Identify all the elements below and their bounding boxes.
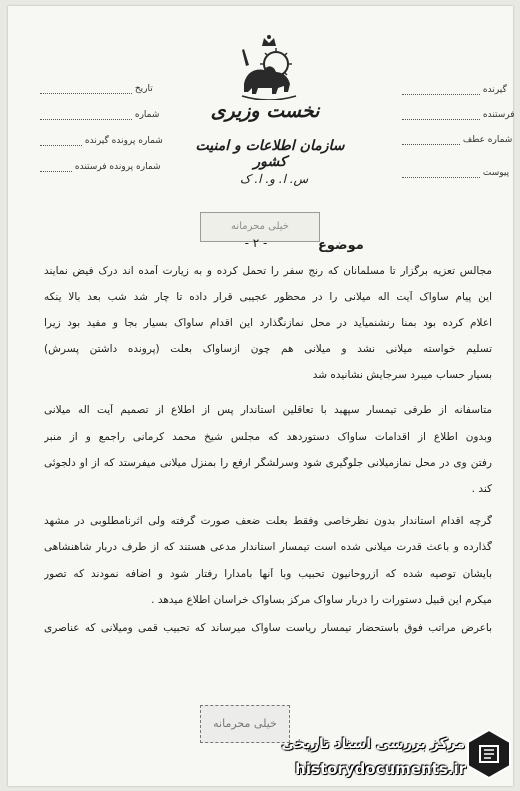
field-date: تاریخ xyxy=(40,84,153,94)
archive-logo-icon xyxy=(466,728,512,780)
body-line: تسلیم خواسته میلانی نشد و میلانی هم چون ازساواک بعلت (پرونده داشتن پسرش) xyxy=(44,343,492,355)
body-line: گرچه اقدام استاندار بدون نظرخاصی وفقط بعلت ضعف صورت گرفته ولی اثرنامطلوبی در مشهد xyxy=(44,515,492,527)
body-line: بایشان توصیه شده که ازروحانیون تحبیب وبا آنها بامدارا رفتار شود و اضافه نمودند که تصور xyxy=(44,568,492,580)
header-code: س. ا. و. ا. ک xyxy=(239,172,309,186)
header-organization: سازمان اطلاعات و امنیت کشور xyxy=(195,138,345,170)
page-number: - ۲ - xyxy=(244,236,268,250)
field-attachment: پیوست xyxy=(402,168,509,178)
body-line: گذارده و باعث قدرت میلانی شده است تیمسار استاندار مدعی هستند که از طرف دربار شاهنشاهی xyxy=(44,541,492,553)
body-line: بسیار حساب میبرد سرجایش نشانیده شد xyxy=(312,369,492,381)
body-line: کند . xyxy=(471,483,492,495)
field-sender: فرستنده xyxy=(402,110,515,120)
body-line: اعلام کرده بود بمنا رنشنمیآید در محل نمازنگذارد این اقدام ساواک بسیار بجا و مفید بود زیرا xyxy=(44,317,492,329)
body-line: مجالس تعزیه برگزار تا مسلمانان که رنج سفر را تحمل کرده و به زیارت آمده اند درک فیض نمایند xyxy=(44,265,492,277)
watermark-title: مرکز بررسی اسناد تاریخی xyxy=(281,736,465,752)
body-line: باعرض مراتب فوق باستحضار تیمسار ریاست ساواک میرساند که تحبیب قمی ومیلانی که عناصری xyxy=(44,622,492,634)
field-recipient-file-number: شماره پرونده گیرنده xyxy=(40,136,163,146)
body-line: میکرم این قبیل دستورات را دربار ساواک مرکز بساواک خراسان اطلاع میدهد . xyxy=(151,594,492,606)
header-title: نخست وزیری xyxy=(210,100,320,122)
document-page xyxy=(8,6,513,786)
classification-stamp-top: خیلی محرمانه xyxy=(200,212,320,242)
lion-and-sun-emblem xyxy=(238,34,300,100)
body-line: رفتن وی در محل نمازمیلانی جلوگیری شود وسرلشگر ارفع را بمنزل میلانی میفرستد که از او دلجوئی xyxy=(44,457,492,469)
body-line: این پیام ساواک آیت اله میلانی را در محظور عجیبی قرار داده تا چار شد شب بعد بالا ینکه xyxy=(44,291,492,303)
field-sender-file-number: شماره پرونده فرستنده xyxy=(40,162,161,172)
watermark-url: historydocuments.ir xyxy=(295,760,466,778)
body-line: متاسفانه از طرفی تیمسار سپهبد با تعاقلین استاندار پس از اطلاع از تصمیم آیت اله میلانی xyxy=(44,404,492,416)
classification-stamp-bottom: خیلی محرمانه xyxy=(200,705,290,743)
body-line: وبدون اطلاع از اقدامات ساواک دستوردهد که مجلس شیخ محمد کرمانی راجمع و از منبر xyxy=(44,431,492,443)
field-reference-number: شماره عطف xyxy=(402,135,512,145)
field-number: شماره xyxy=(40,110,159,120)
field-recipient: گیرنده xyxy=(402,85,507,95)
subject-label: موضوع xyxy=(318,238,364,253)
